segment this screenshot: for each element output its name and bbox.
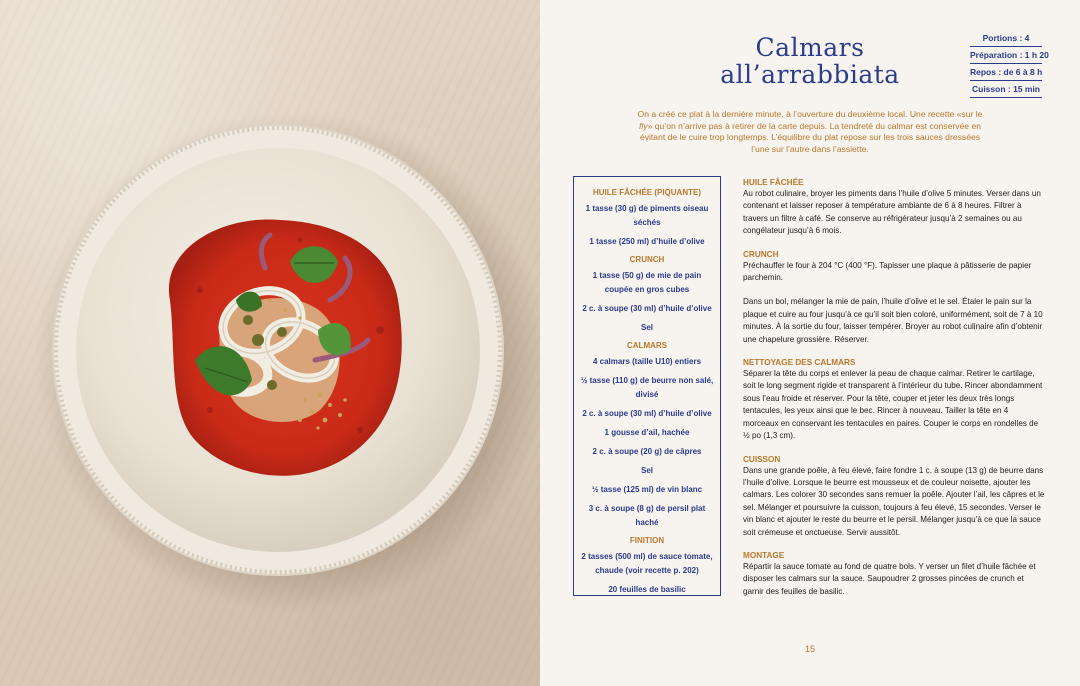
page-number: 15 [804,644,815,654]
step-heading: HUILE FÂCHÉE [743,178,804,187]
meta-cooking: Cuisson : 15 min [970,81,1042,98]
step-paragraph: Dans un bol, mélanger la mie de pain, l’huile d’olive et le sel. Étaler le pain sur la plaque et cuire au four jusqu’à ce qu’il soit bien coloré, uniformément, soit de 7 à 10 minutes. À la sortie du four, laisser tempérer. Broyer au robot culinaire afin d’obtenir une chapelure grossière. Réserver. [743,297,1043,344]
step-paragraph: Répartir la sauce tomate au fond de quatre bols. Y verser un filet d’huile fâchée et disposer les calmars sur la sauce. Saupoudrer 2 grosses pincées de crunch et garnir des feuilles de basilic. [743,561,1036,596]
step-heading: CRUNCH [743,249,779,259]
meta-portions: Portions : 4 [970,30,1042,47]
ingredient-heading: CALMARS [627,341,667,350]
step-paragraph: Séparer la tête du corps et enlever la peau de chaque calmar. Retirer le cartilage, soit le long segment rigide et transparent à l’intérieur du tube. Rincer abondamment sous l’eau froide et réserver. Pour la tête, couper et jeter les deux très longs tentacules, les yeux ainsi que le bec. Rincer à nouveau. Tailler la tête en 4 morceaux en conservant les tentacules en paires. Couper le corps en rondelles de ½ po (1,3 cm). [743,369,1043,441]
meta-preparation: Préparation : 1 h 20 [970,47,1042,64]
recipe-title-line1: Calmars [755,33,865,62]
step-huile-fachee [743,177,1045,238]
ingredient-item: ½ tasse (125 ml) de vin blanc [591,485,703,494]
ingredient-item: 1 tasse (50 g) de mie de pain coupée en gros cubes [592,271,702,294]
ingredient-item: 2 tasses (500 ml) de sauce tomate, chaude (voir recette p. 202) [581,552,713,575]
step-paragraph: Préchauffer le four à 204 °C (400 °F). Tapisser une plaque à pâtisserie de papier parchemin. [743,260,1032,283]
ingredient-item: ½ tasse (110 g) de beurre non salé, divisé [580,376,714,399]
step-heading: NETTOYAGE DES CALMARS [743,358,856,368]
ingredient-heading: FINITION [629,536,665,545]
ingredient-item: 2 c. à soupe (30 ml) d’huile d’olive [582,409,712,418]
ingredient-item: 1 tasse (30 g) de piments oiseau séchés [585,204,709,227]
ingredient-item: 4 calmars (taille U10) entiers [592,357,702,366]
ingredient-item: 3 c. à soupe (8 g) de persil plat haché [588,504,706,527]
step-heading: MONTAGE [743,550,785,560]
recipe-intro [632,109,988,155]
ingredients-box [573,176,721,596]
step-paragraph: Au robot culinaire, broyer les piments dans l’huile d’olive 5 minutes. Verser dans un contenant et laisser reposer à température ambiante de 6 à 8 heures. Filtrer à travers un filtre à café. Se conserve au réfrigérateur jusqu’à 2 semaines ou au congélateur jusqu’à 6 mois. [743,189,1041,236]
step-nettoyage [743,357,1045,442]
ingredient-heading: HUILE FÂCHÉE (PIQUANTE) [593,188,701,197]
ingredient-item: 20 feuilles de basilic [608,585,686,594]
step-paragraph: Dans une grande poêle, à feu élevé, faire fondre 1 c. à soupe (13 g) de beurre dans l’huile d’olive. Lorsque le beurre est mousseux et de couleur noisette, ajouter les calmars. Les colorer 30 secondes sans remuer la poêle. Ajouter l’ail, les câpres et le sel. Mélanger et poursuivre la cuisson, toujours à feu élevé, 15 secondes. Verser le vin blanc et ajouter le reste du beurre et le persil. Mélanger jusqu’à ce que la sauce soit crémeuse et onctueuse. Servir aussitôt. [743,465,1045,537]
intro-part2: » qu’on n’arrive pas à retirer de la carte depuis. La tendreté du calmar est conservée en évitant de le cuire trop longtemps. L’équilibre du plat repose sur les trois sauces dressées l’une sur l’autre dans l’assiette. [639,120,982,154]
meta-rest: Repos : de 6 à 8 h [970,64,1042,81]
recipe-page [540,0,1080,686]
method-steps [743,177,1045,609]
ingredient-item: 2 c. à soupe (30 ml) d’huile d’olive [582,304,712,313]
intro-part1: On a créé ce plat à la dernière minute, à l’ouverture du deuxième local. Une recette «sur le [637,109,983,119]
ingredient-item: 2 c. à soupe (20 g) de câpres [592,447,702,456]
step-heading: CUISSON [743,454,781,464]
ingredient-heading: CRUNCH [629,255,665,264]
ingredient-item: 1 gousse d’ail, hachée [604,428,690,437]
recipe-title-line2: all’arrabbiata [720,60,900,89]
recipe-title [700,34,920,88]
ingredient-item: Sel [640,323,653,332]
step-cuisson [743,454,1045,539]
step-crunch [743,249,1045,346]
ingredient-item: Sel [640,466,653,475]
step-montage [743,550,1045,598]
intro-fly: fly [638,120,648,131]
ingredient-item: 1 tasse (250 ml) d’huile d’olive [589,237,705,246]
recipe-meta [970,30,1049,98]
